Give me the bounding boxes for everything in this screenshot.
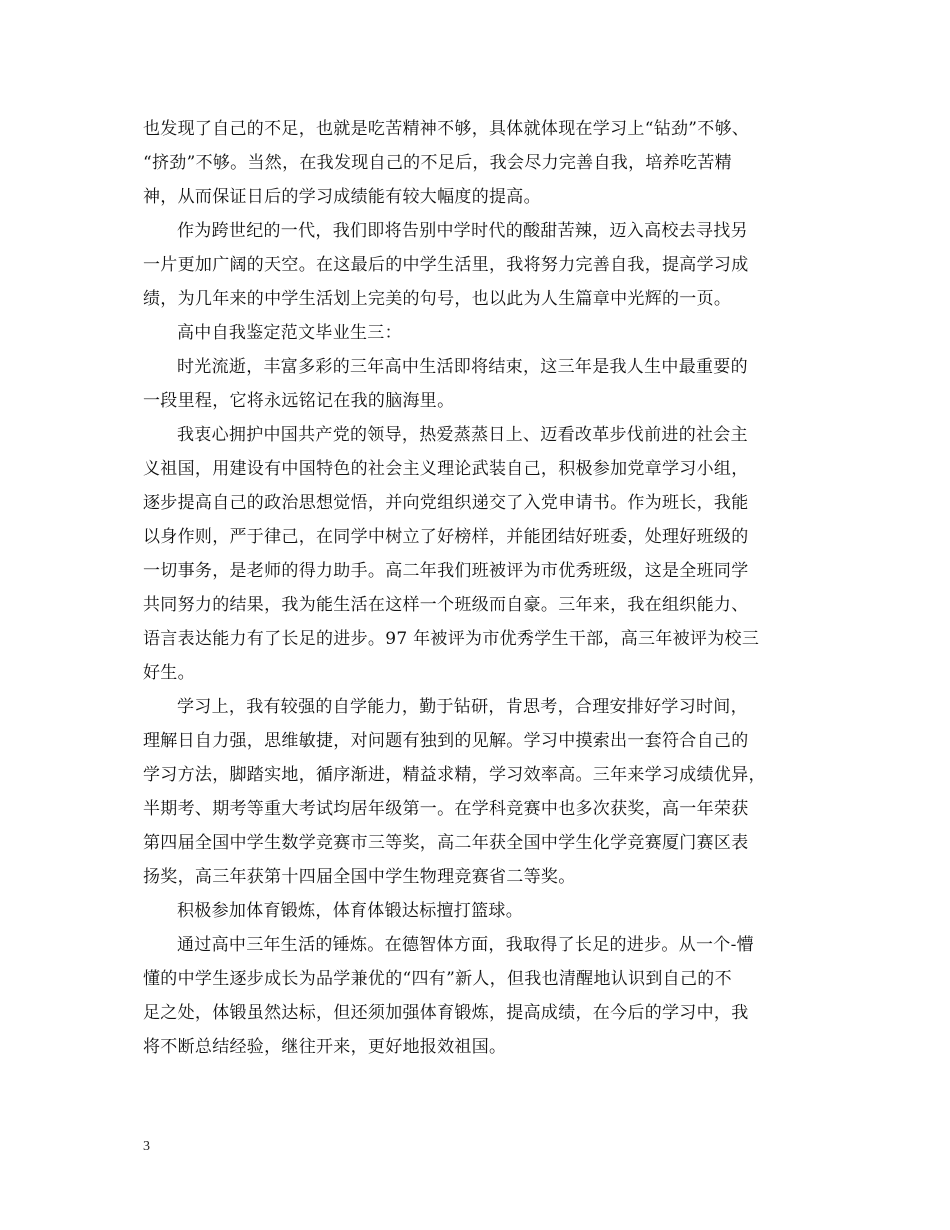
text-line: 逐步提高自己的政治思想觉悟，并向党组织递交了入党申请书。作为班长，我能 <box>143 493 749 513</box>
text-line: “挤劲”不够。当然，在我发现自己的不足后，我会尽力完善自我，培养吃苦精 <box>143 153 732 173</box>
text-line: 理解日自力强，思维敏捷，对问题有独到的见解。学习中摸索出一套符合自己的 <box>143 731 749 751</box>
text-line: 一切事务，是老师的得力助手。高二年我们班被评为市优秀班级，这是全班同学 <box>143 561 749 581</box>
text-line: 也发现了自己的不足，也就是吃苦精神不够，具体就体现在学习上“钻劲”不够、 <box>143 119 750 139</box>
text-line: 学习方法，脚踏实地，循序渐进，精益求精，学习效率高。三年来学习成绩优异， <box>143 765 766 785</box>
text-line: 扬奖，高三年获第十四届全国中学生物理竞赛省二等奖。 <box>143 867 576 887</box>
text-line: 一段里程，它将永远铭记在我的脑海里。 <box>143 391 455 411</box>
text-line: 语言表达能力有了长足的进步。97 年被评为市优秀学生干部，高三年被评为校三 <box>143 629 760 649</box>
text-line: 半期考、期考等重大考试均居年级第一。在学科竞赛中也多次获奖，高一年荣获 <box>143 799 749 819</box>
text-line: 足之处，体锻虽然达标，但还须加强体育锻炼，提高成绩，在今后的学习中，我 <box>143 1003 749 1023</box>
paragraph-start-line: 积极参加体育锻炼，体育体锻达标擅打篮球。 <box>177 901 523 921</box>
text-line: 将不断总结经验，继往开来，更好地报效祖国。 <box>143 1037 507 1057</box>
text-line: 好生。 <box>143 663 195 683</box>
text-line: 共同努力的结果，我为能生活在这样一个班级而自豪。三年来，我在组织能力、 <box>143 595 749 615</box>
paragraph-start-line: 我衷心拥护中国共产党的领导，热爱蒸蒸日上、迈看改革步伐前进的社会主 <box>177 425 748 445</box>
paragraph-start-line: 学习上，我有较强的自学能力，勤于钻研，肯思考，合理安排好学习时间， <box>177 697 748 717</box>
section-heading: 高中自我鉴定范文毕业生三： <box>177 323 402 343</box>
page-number: 3 <box>143 1139 150 1154</box>
text-line: 绩，为几年来的中学生活划上完美的句号，也以此为人生篇章中光辉的一页。 <box>143 289 732 309</box>
document-body <box>143 112 821 1064</box>
text-line: 懂的中学生逐步成长为品学兼优的“四有”新人，但我也清醒地认识到自己的不 <box>143 969 732 989</box>
text-line: 第四届全国中学生数学竞赛市三等奖，高二年获全国中学生化学竞赛厦门赛区表 <box>143 833 749 853</box>
paragraph-start-line: 通过高中三年生活的锤炼。在德智体方面，我取得了长足的进步。从一个-懵 <box>177 935 754 955</box>
paragraph-start-line: 作为跨世纪的一代，我们即将告别中学时代的酸甜苦辣，迈入高校去寻找另 <box>177 221 748 241</box>
text-line: 一片更加广阔的天空。在这最后的中学生活里，我将努力完善自我，提高学习成 <box>143 255 749 275</box>
text-line: 以身作则，严于律己，在同学中树立了好榜样，并能团结好班委，处理好班级的 <box>143 527 749 547</box>
text-line: 神，从而保证日后的学习成绩能有较大幅度的提高。 <box>143 187 541 207</box>
text-line: 义祖国，用建设有中国特色的社会主义理论武装自己，积极参加党章学习小组， <box>143 459 749 479</box>
paragraph-start-line: 时光流逝，丰富多彩的三年高中生活即将结束，这三年是我人生中最重要的 <box>177 357 748 377</box>
